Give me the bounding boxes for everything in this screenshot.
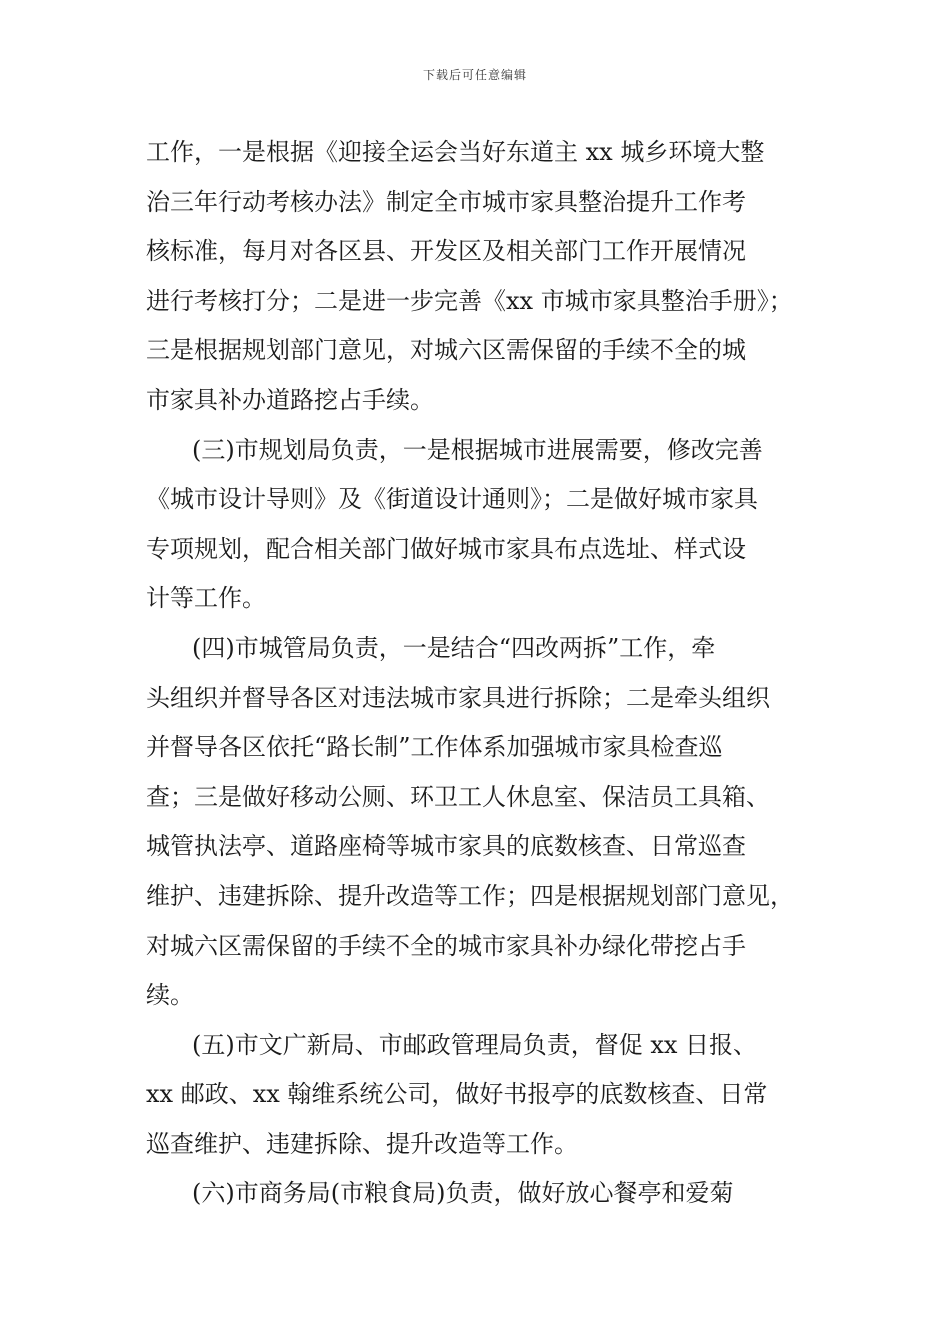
text-line: 核标准，每月对各区县、开发区及相关部门工作开展情况 [146,237,746,266]
text-line: 续。 [146,981,194,1010]
text-line: 市家具补办道路挖占手续。 [146,385,434,414]
text-line: 查；三是做好移动公厕、环卫工人休息室、保洁员工具箱、 [146,782,770,811]
text-line: 巡查维护、违建拆除、提升改造等工作。 [146,1129,578,1158]
text-line: 治三年行动考核办法》制定全市城市家具整治提升工作考 [146,187,746,216]
body-text [146,128,826,1219]
text-line: (三)市规划局负责，一是根据城市进展需要，修改完善 [192,435,763,464]
text-line: 三是根据规划部门意见，对城六区需保留的手续不全的城 [146,336,746,365]
text-line: 《城市设计导则》及《街道设计通则》；二是做好城市家具 [146,485,758,514]
header-note: 下载后可任意编辑 [422,68,527,82]
text-line: 城管执法亭、道路座椅等城市家具的底数核查、日常巡查 [146,832,746,861]
text-line: 工作，一是根据《迎接全运会当好东道主 xx 城乡环境大整 [146,138,765,166]
text-line: 并督导各区依托“路长制”工作体系加强城市家具检查巡 [146,733,723,762]
text-line: 进行考核打分；二是进一步完善《xx 市城市家具整治手册》； [146,286,793,315]
text-line: (六)市商务局(市粮食局)负责，做好放心餐亭和爱菊 [192,1179,734,1208]
text-line: (五)市文广新局、市邮政管理局负责，督促 xx 日报、 [192,1030,758,1059]
text-line: xx 邮政、xx 翰维系统公司，做好书报亭的底数核查、日常 [146,1080,768,1109]
text-line: 计等工作。 [146,584,266,613]
text-line: (四)市城管局负责，一是结合“四改两拆”工作，牵 [192,633,716,662]
text-line: 专项规划，配合相关部门做好城市家具布点选址、样式设 [146,534,746,563]
text-line: 维护、违建拆除、提升改造等工作；四是根据规划部门意见， [146,881,794,910]
text-line: 对城六区需保留的手续不全的城市家具补办绿化带挖占手 [146,931,746,960]
text-line: 头组织并督导各区对违法城市家具进行拆除；二是牵头组织 [146,683,770,712]
